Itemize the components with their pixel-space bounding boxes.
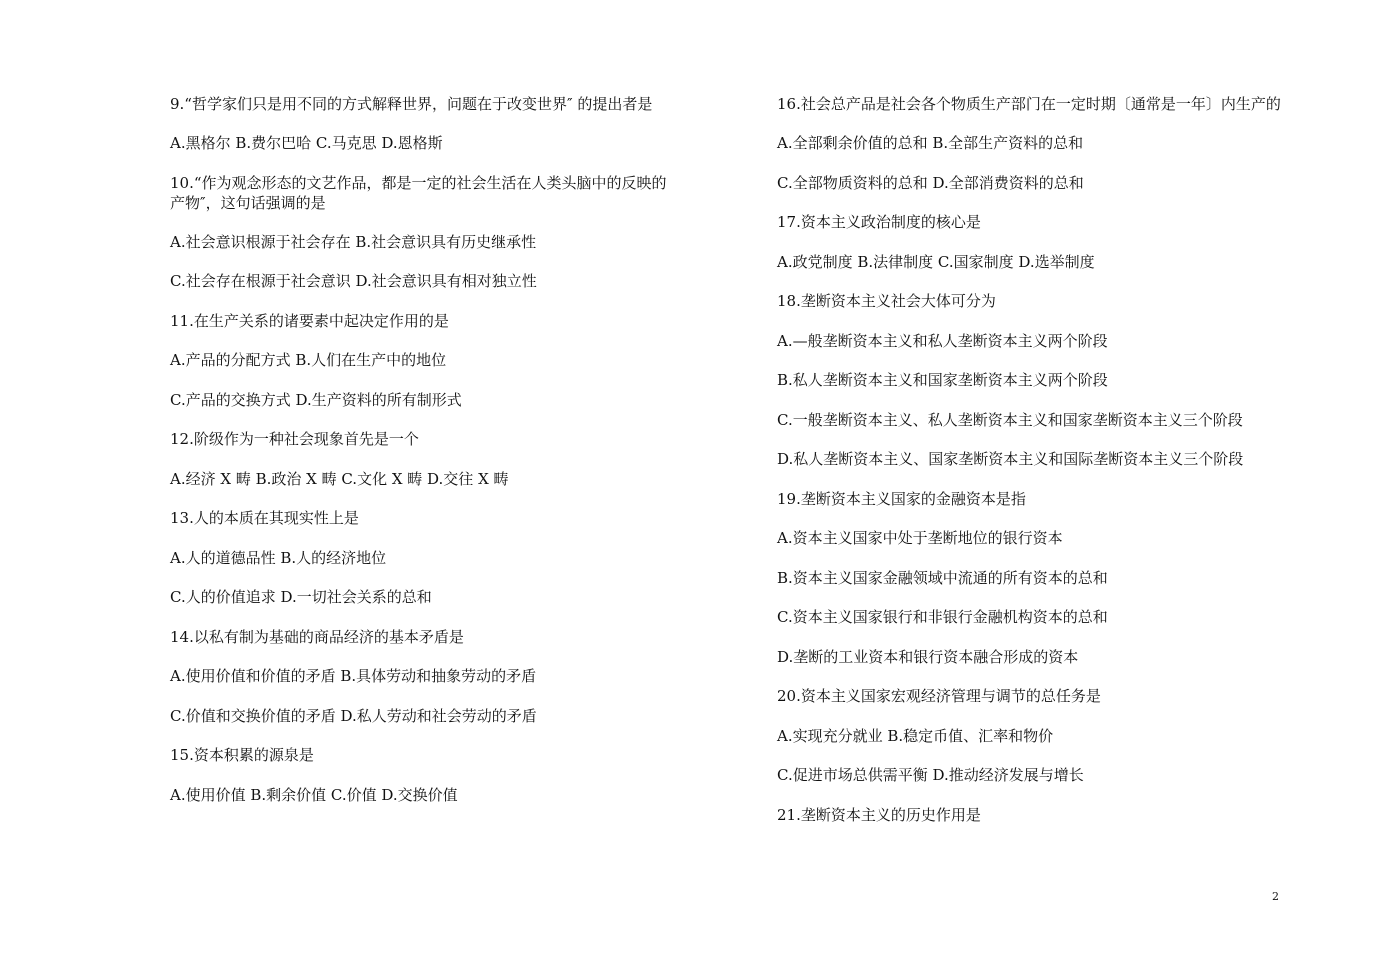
question-18-option-d: D.私人垄断资本主义、国家垄断资本主义和国际垄断资本主义三个阶段 — [777, 450, 1244, 468]
question-11-options-cd: C.产品的交换方式 D.生产资料的所有制形式 — [170, 390, 462, 409]
question-16-options-cd: C.全部物质资料的总和 D.全部消费资料的总和 — [777, 173, 1084, 192]
question-21: 21.垄断资本主义的历史作用是 — [777, 805, 981, 824]
question-16-options-ab: A.全部剩余价值的总和 B.全部生产资料的总和 — [777, 134, 1084, 152]
question-18-option-a: A.—般垄断资本主义和私人垄断资本主义两个阶段 — [777, 331, 1108, 350]
question-15: 15.资本积累的源泉是 — [170, 746, 314, 764]
question-13: 13.人的本质在其现实性上是 — [170, 509, 359, 527]
question-19-option-b: B.资本主义国家金融领域中流通的所有资本的总和 — [777, 568, 1108, 587]
question-17-options: A.政党制度 B.法律制度 C.国家制度 D.选举制度 — [777, 252, 1095, 271]
page-number: 2 — [1272, 890, 1279, 903]
question-15-options: A.使用价值 B.剩余价值 C.价值 D.交换价值 — [170, 785, 458, 804]
question-19-option-d: D.垄断的工业资本和银行资本融合形成的资本 — [777, 647, 1079, 666]
question-12: 12.阶级作为一种社会现象首先是一个 — [170, 430, 419, 448]
question-10-options-cd: C.社会存在根源于社会意识 D.社会意识具有相对独立性 — [170, 272, 537, 290]
question-13-options-ab: A.人的道德品性 B.人的经济地位 — [170, 548, 387, 567]
left-column — [170, 94, 680, 824]
question-12-options: A.经济 X 畴 B.政治 X 畴 C.文化 X 畴 D.交往 X 畴 — [170, 469, 509, 488]
question-18-option-b: B.私人垄断资本主义和国家垄断资本主义两个阶段 — [777, 371, 1108, 389]
question-10-options-ab: A.社会意识根源于社会存在 B.社会意识具有历史继承性 — [170, 232, 537, 251]
question-14-options-cd: C.价值和交换价值的矛盾 D.私人劳动和社会劳动的矛盾 — [170, 706, 537, 725]
question-9: 9.“哲学家们只是用不同的方式解释世界，问题在于改变世界″ 的提出者是 — [170, 95, 653, 113]
question-14-options-ab: A.使用价值和价值的矛盾 B.具体劳动和抽象劳动的矛盾 — [170, 667, 537, 685]
question-13-options-cd: C.人的价值追求 D.一切社会关系的总和 — [170, 588, 432, 606]
question-11-options-ab: A.产品的分配方式 B.人们在生产中的地位 — [170, 351, 447, 369]
question-19-option-c: C.资本主义国家银行和非银行金融机构资本的总和 — [777, 608, 1108, 626]
question-18: 18.垄断资本主义社会大体可分为 — [777, 292, 996, 310]
question-17: 17.资本主义政治制度的核心是 — [777, 213, 981, 231]
question-11: 11.在生产关系的诸要素中起决定作用的是 — [170, 311, 449, 330]
question-20: 20.资本主义国家宏观经济管理与调节的总任务是 — [777, 687, 1101, 705]
question-18-option-c: C.一般垄断资本主义、私人垄断资本主义和国家垄断资本主义三个阶段 — [777, 410, 1243, 429]
question-9-options: A.黑格尔 B.费尔巴哈 C.马克思 D.恩格斯 — [170, 134, 443, 152]
question-20-options-ab: A.实现充分就业 B.稳定币值、汇率和物价 — [777, 726, 1054, 745]
question-14: 14.以私有制为基础的商品经济的基本矛盾是 — [170, 627, 464, 646]
question-19: 19.垄断资本主义国家的金融资本是指 — [777, 489, 1026, 508]
question-16: 16.社会总产品是社会各个物质生产部门在一定时期〔通常是一年〕内生产的 — [777, 95, 1281, 113]
question-20-options-cd: C.促进市场总供需平衡 D.推动经济发展与增长 — [777, 766, 1084, 784]
right-column — [777, 94, 1282, 844]
question-10: 10.“作为观念形态的文艺作品，都是一定的社会生活在人类头脑中的反映的产物″，这句话强调的是 — [170, 173, 667, 212]
question-19-option-a: A.资本主义国家中处于垄断地位的银行资本 — [777, 529, 1063, 547]
